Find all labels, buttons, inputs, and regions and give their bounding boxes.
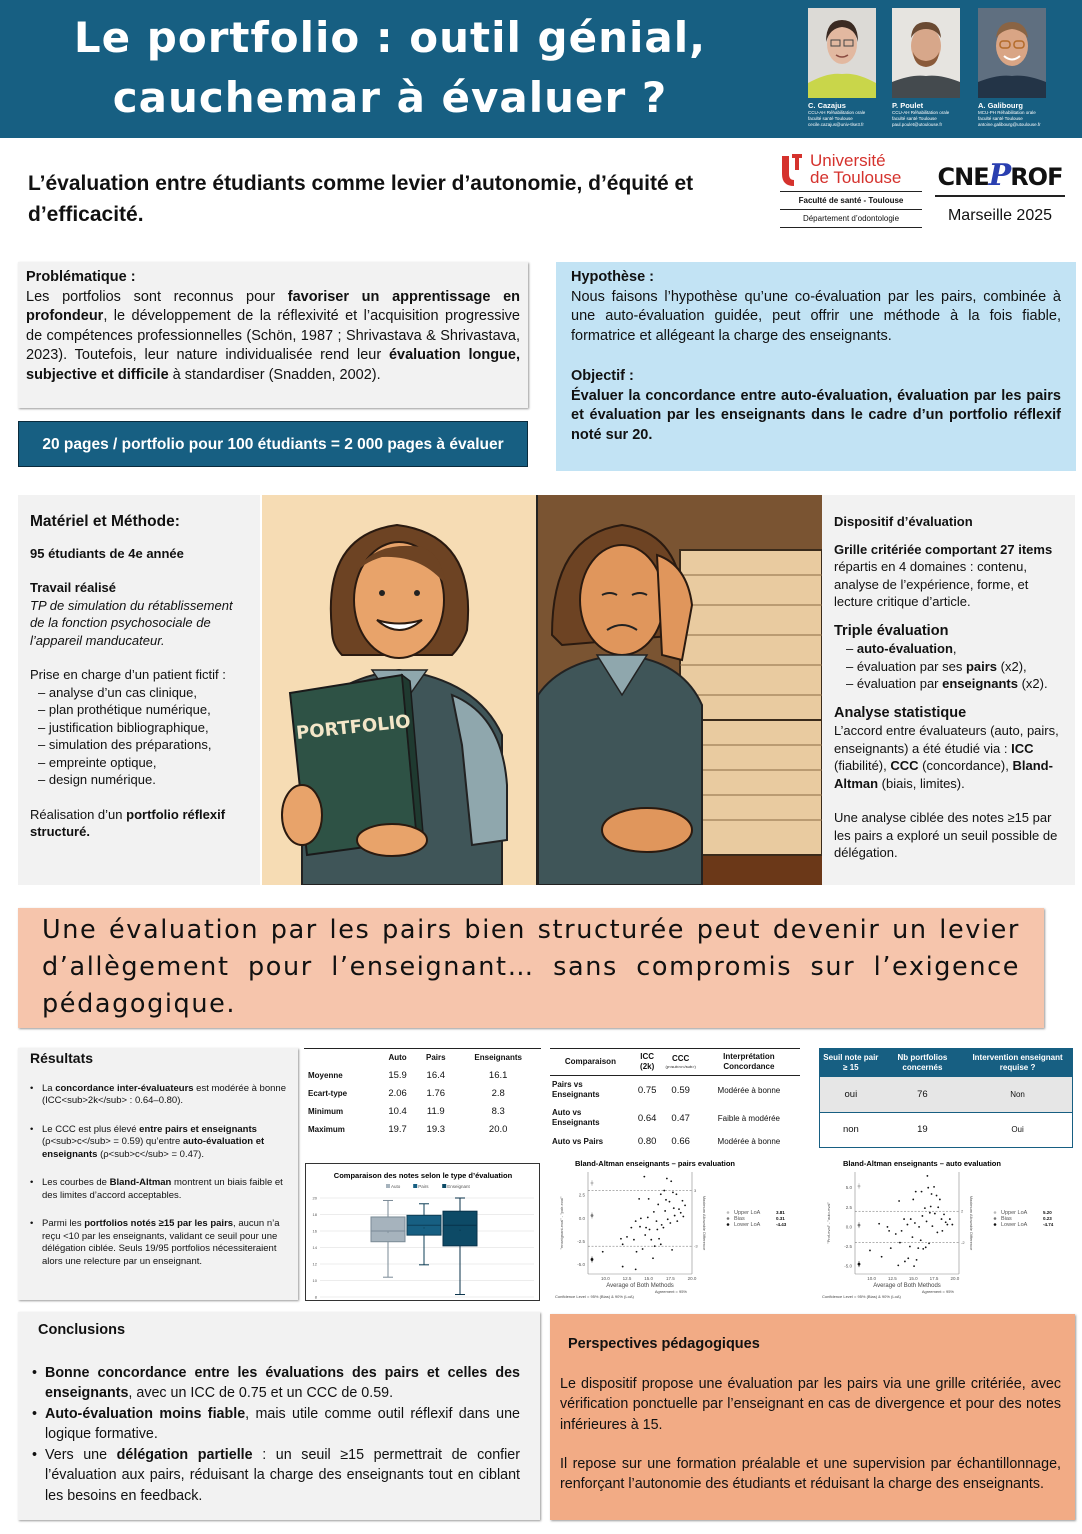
y-tick-label: 8 bbox=[314, 1294, 317, 1300]
department-label: Département d’odontologie bbox=[780, 209, 922, 228]
author-role: CCU-AH Réhabilitation orale bbox=[892, 110, 950, 115]
table-row: Auto vs Pairs 0.80 0.66 Modérée à bonne bbox=[552, 1136, 781, 1147]
data-point bbox=[878, 1223, 880, 1225]
data-point bbox=[881, 1256, 883, 1258]
data-point bbox=[921, 1191, 923, 1193]
y-tick-label: -5.0 bbox=[844, 1263, 852, 1269]
data-point bbox=[903, 1218, 905, 1220]
table-header: Nb portfolios concernés bbox=[882, 1049, 963, 1078]
data-point bbox=[620, 1238, 622, 1240]
author-photo bbox=[978, 8, 1046, 98]
conference-logo bbox=[935, 158, 1065, 225]
data-point bbox=[895, 1233, 897, 1235]
data-point bbox=[669, 1201, 671, 1203]
step-item: – plan prothétique numérique, bbox=[38, 702, 211, 717]
data-point bbox=[941, 1218, 943, 1220]
data-point bbox=[909, 1246, 911, 1248]
threshold-table bbox=[819, 1048, 1073, 1148]
data-point bbox=[642, 1248, 644, 1250]
data-point bbox=[664, 1210, 666, 1212]
illustration-happy-vs-stressed bbox=[262, 495, 822, 885]
university-u-icon bbox=[780, 152, 804, 186]
author-card bbox=[892, 8, 960, 128]
bland-altman-pairs-chart bbox=[550, 1156, 810, 1304]
triple-item: – évaluation par enseignants (x2). bbox=[846, 676, 1048, 691]
stats-text: L’accord entre évaluateurs (auto, pairs, enseignants) a été étudié via : ICC (fiabilité), CCC (concordance), Bland-Altman (biais, limites). bbox=[834, 723, 1059, 791]
data-point bbox=[920, 1239, 922, 1241]
conclusion-item: • Vers une délégation partielle : un seuil ≥15 permettrait de confier l’évaluation aux pairs, réduisant la charge des enseignants tout en ciblant les besoins en feedback. bbox=[28, 1445, 520, 1507]
data-point bbox=[898, 1200, 900, 1202]
problem-heading: Problématique : bbox=[26, 269, 136, 285]
table-header bbox=[304, 1049, 379, 1067]
y-tick-label: 0.0 bbox=[578, 1215, 585, 1221]
table-row: Pairs vs Enseignants 0.75 0.59 Modérée à bonne bbox=[552, 1080, 781, 1099]
data-point bbox=[926, 1221, 928, 1223]
box-mean-marker: × bbox=[386, 1229, 390, 1235]
data-point bbox=[918, 1226, 920, 1228]
faculty-label: Faculté de santé - Toulouse bbox=[780, 191, 922, 209]
author-role: CCU-AH Réhabilitation orale bbox=[808, 110, 866, 115]
triple-item: – évaluation par ses pairs (x2), bbox=[846, 658, 1027, 674]
y-tick-label: 5.0 bbox=[845, 1185, 852, 1191]
y-tick-label: 2.5 bbox=[845, 1204, 852, 1210]
data-point bbox=[672, 1192, 674, 1194]
data-point bbox=[661, 1224, 663, 1226]
boxplot-chart bbox=[305, 1163, 540, 1301]
legend-value: 5.20 bbox=[1043, 1210, 1052, 1215]
loa-marker bbox=[591, 1182, 594, 1185]
loa-marker bbox=[591, 1258, 594, 1261]
data-point bbox=[630, 1227, 632, 1229]
legend-marker bbox=[994, 1217, 997, 1220]
data-point bbox=[922, 1248, 924, 1250]
data-point bbox=[633, 1239, 635, 1241]
data-point bbox=[910, 1218, 912, 1220]
data-point bbox=[653, 1211, 655, 1213]
pages-callout: 20 pages / portfolio pour 100 étudiants = 2 000 pages à évaluer bbox=[18, 421, 528, 467]
data-point bbox=[890, 1247, 892, 1249]
university-logo bbox=[780, 152, 922, 228]
data-point bbox=[928, 1243, 930, 1245]
legend-marker bbox=[727, 1211, 730, 1214]
author-affiliation: faculté santé Toulouse bbox=[808, 116, 853, 121]
data-point bbox=[931, 1225, 933, 1227]
data-point bbox=[925, 1246, 927, 1248]
agreement-note: Agreement = 95% bbox=[654, 1289, 687, 1294]
author-affiliation: faculté santé Toulouse bbox=[892, 116, 937, 121]
data-point bbox=[917, 1247, 919, 1249]
legend-value: -4.43 bbox=[776, 1222, 787, 1227]
author-card bbox=[808, 8, 876, 128]
x-tick-label: 10.0 bbox=[867, 1276, 877, 1281]
data-point bbox=[937, 1206, 939, 1208]
happy-teacher-illustration bbox=[262, 495, 536, 885]
table-row: Maximum 19.7 19.3 20.0 bbox=[308, 1123, 508, 1135]
allowable-diff-label: -2 bbox=[961, 1240, 965, 1246]
data-point bbox=[941, 1230, 943, 1232]
problem-panel bbox=[18, 262, 528, 408]
confidence-note: Confidence Level = 95% (Bias) & 90% (LoA) bbox=[555, 1294, 634, 1299]
data-point bbox=[649, 1229, 651, 1231]
title-line-1: Le portfolio : outil génial, bbox=[73, 13, 707, 62]
data-point bbox=[657, 1204, 659, 1206]
data-point bbox=[669, 1222, 671, 1224]
data-point bbox=[907, 1224, 909, 1226]
y-tick-label: 18 bbox=[312, 1212, 317, 1217]
table-header: Enseignants bbox=[455, 1049, 541, 1067]
confidence-note: Confidence Level = 95% (Bias) & 90% (LoA) bbox=[822, 1294, 901, 1299]
data-point bbox=[656, 1220, 658, 1222]
data-point bbox=[652, 1257, 654, 1259]
data-point bbox=[665, 1199, 667, 1201]
x-axis-label: Average of Both Methods bbox=[606, 1283, 674, 1289]
target-text: Une analyse ciblée des notes ≥15 par les pairs a exploré un seuil possible de délégation. bbox=[834, 810, 1058, 860]
table-header: Pairs bbox=[416, 1049, 455, 1067]
author-name: C. Cazajus bbox=[808, 101, 846, 110]
logo-cne: CNE bbox=[937, 163, 989, 191]
table-row: oui 76 Non bbox=[820, 1077, 1073, 1112]
evaluation-device-panel bbox=[822, 495, 1075, 885]
data-point bbox=[930, 1206, 932, 1208]
y-axis-label: "Prof-eval" - "auto-eval" bbox=[826, 1202, 831, 1244]
data-point bbox=[660, 1243, 662, 1245]
legend-swatch bbox=[442, 1184, 446, 1188]
data-point bbox=[671, 1249, 673, 1251]
data-point bbox=[682, 1216, 684, 1218]
table-header: ICC (2k) bbox=[631, 1049, 664, 1076]
legend-value: 3.81 bbox=[776, 1210, 785, 1215]
title-line-2: cauchemar à évaluer ? bbox=[112, 73, 668, 122]
data-point bbox=[936, 1232, 938, 1234]
work-text: TP de simulation du rétablissement de la fonction psychosociale de l’appareil manducateur. bbox=[30, 597, 233, 648]
legend-marker bbox=[994, 1223, 997, 1226]
result-item: • Les courbes de Bland-Altman montrent un biais faible et des limites d’accord acceptables. bbox=[28, 1177, 288, 1202]
work-heading: Travail réalisé bbox=[30, 580, 117, 595]
legend-label: Lower LoA bbox=[1001, 1222, 1028, 1228]
chart-title: Bland-Altman enseignants – pairs evaluation bbox=[574, 1159, 736, 1168]
hypothesis-text: Nous faisons l’hypothèse qu’une co-évaluation par les pairs, combinée à une auto-évaluation guidée, peut offrir une méthode à la fois fiable, formatrice et allégeant la charge des enseignants. bbox=[571, 288, 1061, 345]
box-mean-marker: × bbox=[422, 1225, 426, 1231]
table-row: Auto vs Enseignants 0.64 0.47 Faible à modérée bbox=[552, 1108, 781, 1127]
loa-marker bbox=[858, 1185, 861, 1188]
table-header: Auto bbox=[379, 1049, 416, 1067]
poster-subtitle: L’évaluation entre étudiants comme levier d’autonomie, d’équité et d’efficacité. bbox=[28, 172, 694, 226]
perspectives-heading: Perspectives pédagogiques bbox=[568, 1336, 760, 1352]
objective-text: Évaluer la concordance entre auto-évaluation, évaluation par les pairs et évaluation par les enseignants dans le cadre d’un portfolio réflexif noté sur 20. bbox=[571, 387, 1061, 443]
data-point bbox=[949, 1218, 951, 1220]
bland-altman-auto-chart bbox=[817, 1156, 1077, 1304]
result-item: • Le CCC est plus élevé entre pairs et enseignants (ρ<sub>c</sub> = 0.59) qu’entre auto-évaluation et enseignants (ρ<sub>c</sub> = 0.47). bbox=[28, 1124, 288, 1162]
x-tick-label: 20.0 bbox=[687, 1276, 697, 1281]
data-point bbox=[943, 1213, 945, 1215]
data-point bbox=[939, 1199, 941, 1201]
stats-heading: Analyse statistique bbox=[834, 704, 967, 721]
device-heading: Dispositif d’évaluation bbox=[834, 514, 973, 529]
data-point bbox=[622, 1243, 624, 1245]
data-point bbox=[635, 1268, 637, 1270]
grid-text: Grille critériée comportant 27 items répartis en 4 domaines : contenu, analyse de l’expérience, forme, et lecture critique d’article. bbox=[834, 541, 1053, 609]
y-tick-label: 14 bbox=[312, 1245, 317, 1250]
data-point bbox=[640, 1217, 642, 1219]
loa-marker bbox=[591, 1214, 594, 1217]
author-email[interactable]: cecile.cazajus@univ-tlse3.fr bbox=[808, 122, 864, 127]
result-item: • Parmi les portfolios notés ≥15 par les pairs, aucun n’a reçu <10 par les enseignants, validant ce seuil pour une délégation ciblée. Seuls 19/95 portfolios nécessiteraient alors une relecture par un enseignant. bbox=[28, 1218, 288, 1268]
allowable-diff-label: -3 bbox=[694, 1243, 698, 1249]
allowable-diff-label: 3 bbox=[694, 1188, 697, 1194]
objective-heading: Objectif : bbox=[571, 367, 634, 384]
data-point bbox=[951, 1224, 953, 1226]
legend-label: Auto bbox=[391, 1184, 401, 1189]
data-point bbox=[934, 1213, 936, 1215]
data-point bbox=[658, 1238, 660, 1240]
x-tick-label: 17.5 bbox=[665, 1276, 675, 1281]
data-point bbox=[676, 1220, 678, 1222]
data-point bbox=[913, 1265, 915, 1267]
x-tick-label: 12.5 bbox=[888, 1276, 897, 1281]
legend-marker bbox=[727, 1223, 730, 1226]
data-point bbox=[639, 1226, 641, 1228]
author-photo bbox=[808, 8, 876, 98]
conference-city: Marseille 2025 bbox=[947, 207, 1053, 224]
author-card bbox=[978, 8, 1046, 128]
results-panel bbox=[18, 1048, 298, 1300]
y-axis-label: "enseignant-eval" - "pair-eval" bbox=[559, 1196, 564, 1250]
legend-label: Lower LoA bbox=[734, 1222, 761, 1228]
data-point bbox=[888, 1230, 890, 1232]
data-point bbox=[912, 1236, 914, 1238]
hypothesis-panel bbox=[556, 262, 1076, 471]
data-point bbox=[897, 1264, 899, 1266]
data-point bbox=[912, 1199, 914, 1201]
data-point bbox=[667, 1218, 669, 1220]
legend-swatch bbox=[386, 1184, 390, 1188]
method-heading: Matériel et Méthode: bbox=[30, 513, 180, 530]
y-tick-label: 16 bbox=[312, 1228, 317, 1234]
data-point bbox=[654, 1245, 656, 1247]
author-role: MCU-PH Réhabilitation orale bbox=[978, 110, 1036, 115]
table-header: Comparaison bbox=[550, 1049, 631, 1076]
data-point bbox=[931, 1193, 933, 1195]
box-mean-marker: × bbox=[458, 1227, 462, 1233]
author-name: A. Galibourg bbox=[978, 101, 1023, 110]
legend-label: Pairs bbox=[418, 1184, 429, 1189]
data-point bbox=[926, 1175, 928, 1177]
author-name: P. Poulet bbox=[892, 101, 924, 110]
data-point bbox=[945, 1221, 947, 1223]
university-name-2: de Toulouse bbox=[810, 168, 902, 187]
university-name-1: Université bbox=[810, 151, 886, 170]
right-axis-label: Maximum Allowable Difference bbox=[969, 1195, 974, 1251]
data-point bbox=[644, 1234, 646, 1236]
table-header: Interprétation Concordance bbox=[698, 1049, 800, 1076]
author-photo bbox=[892, 8, 960, 98]
data-point bbox=[626, 1236, 628, 1238]
legend-label: Bias bbox=[1001, 1216, 1012, 1222]
step-item: – empreinte optique, bbox=[38, 754, 157, 770]
key-message: Une évaluation par les pairs bien structurée peut devenir un levier d’allègement pour l’enseignant… sans compromis sur l’exigence pédagogique. bbox=[18, 908, 1044, 1028]
perspectives-panel bbox=[550, 1314, 1075, 1520]
table-row: Minimum 10.4 11.9 8.3 bbox=[308, 1105, 505, 1117]
data-point bbox=[916, 1259, 918, 1261]
results-heading: Résultats bbox=[30, 1050, 94, 1066]
legend-marker bbox=[994, 1211, 997, 1214]
step-item: – design numérique. bbox=[38, 772, 156, 787]
data-point bbox=[656, 1229, 658, 1231]
data-point bbox=[929, 1212, 931, 1214]
x-tick-label: 10.0 bbox=[600, 1276, 610, 1281]
chart-title: Comparaison des notes selon le type d’évaluation bbox=[333, 1171, 513, 1180]
y-tick-label: -2.5 bbox=[577, 1239, 585, 1245]
data-point bbox=[682, 1200, 684, 1202]
data-point bbox=[680, 1212, 682, 1214]
perspectives-paragraph: Le dispositif propose une évaluation par les pairs via une grille critériée, avec vérification ponctuelle par l’enseignant en cas de divergence et pour des notes inférieures à 15. bbox=[560, 1376, 1061, 1433]
data-point bbox=[602, 1251, 604, 1253]
legend-label: Upper LoA bbox=[1001, 1210, 1028, 1216]
agreement-note: Agreement = 95% bbox=[921, 1289, 954, 1294]
data-point bbox=[636, 1251, 638, 1253]
problem-text: Les portfolios sont reconnus pour favoriser un apprentissage en profondeur, le développement de la réflexivité et l’acquisition progressive de compétences professionnelles (Schön, 1987 ; Shrivastava & Shrivastava, 2023). Toutefois, leur nature individualisée rend leur évaluation longue, subjective et difficile à standardiser (Snadden, 2002). bbox=[26, 288, 521, 383]
data-point bbox=[936, 1195, 938, 1197]
logo-p: P bbox=[988, 158, 1011, 193]
y-tick-label: 20 bbox=[312, 1195, 317, 1201]
loa-marker bbox=[858, 1263, 861, 1266]
agreement-table bbox=[550, 1048, 800, 1151]
data-point bbox=[927, 1187, 929, 1189]
right-axis-label: Maximum Allowable Difference bbox=[702, 1195, 707, 1251]
legend-label: Upper LoA bbox=[734, 1210, 761, 1216]
data-point bbox=[676, 1193, 678, 1195]
data-point bbox=[670, 1180, 672, 1182]
data-point bbox=[924, 1207, 926, 1209]
y-tick-label: 0.0 bbox=[845, 1224, 852, 1230]
perspectives-paragraph: Il repose sur une formation préalable et une supervision par échantillonnage, renforçant l’autonomie des étudiants et réduisant la charge des enseignants. bbox=[560, 1455, 1061, 1493]
data-point bbox=[666, 1178, 668, 1180]
data-point bbox=[650, 1239, 652, 1241]
data-point bbox=[663, 1190, 665, 1192]
data-point bbox=[907, 1257, 909, 1259]
data-point bbox=[915, 1191, 917, 1193]
descriptive-stats-table bbox=[304, 1048, 541, 1138]
loa-marker bbox=[858, 1224, 861, 1227]
conclusion-item: • Auto-évaluation moins fiable, mais utile comme outil réflexif dans une logique formative. bbox=[28, 1404, 520, 1445]
data-point bbox=[946, 1224, 948, 1226]
table-row: Ecart-type 2.06 1.76 2.8 bbox=[308, 1087, 505, 1099]
y-tick-label: 10 bbox=[312, 1278, 317, 1283]
data-point bbox=[673, 1207, 675, 1209]
y-tick-label: -5.0 bbox=[577, 1262, 585, 1268]
table-row: Moyenne 15.9 16.4 16.1 bbox=[308, 1069, 508, 1081]
legend-swatch bbox=[413, 1184, 417, 1188]
data-point bbox=[645, 1227, 647, 1229]
legend-value: 0.23 bbox=[1043, 1216, 1052, 1221]
legend-value: 0.31 bbox=[776, 1216, 785, 1221]
x-tick-label: 20.0 bbox=[950, 1276, 960, 1281]
patient-intro: Prise en charge d’un patient fictif : bbox=[30, 667, 226, 682]
x-tick-label: 15.0 bbox=[644, 1276, 654, 1281]
result-item: • La concordance inter-évaluateurs est modérée à bonne (ICC<sub>2k</sub> : 0.64–0.80). bbox=[28, 1083, 288, 1108]
data-point bbox=[643, 1176, 645, 1178]
method-panel bbox=[18, 495, 260, 885]
data-point bbox=[660, 1193, 662, 1195]
triple-item: – auto-évaluation, bbox=[846, 641, 957, 656]
data-point bbox=[914, 1222, 916, 1224]
conclusions-heading: Conclusions bbox=[38, 1322, 126, 1338]
data-point bbox=[678, 1208, 680, 1210]
chart-title: Bland-Altman enseignants – auto evaluation bbox=[843, 1159, 1001, 1168]
data-point bbox=[887, 1226, 889, 1228]
data-point bbox=[663, 1227, 665, 1229]
author-email[interactable]: paul.poulet@utoulouse.fr bbox=[892, 122, 943, 127]
method-students: 95 étudiants de 4e année bbox=[30, 545, 184, 561]
author-email[interactable]: antoine.galibourg@utoulouse.fr bbox=[978, 122, 1041, 127]
data-point bbox=[901, 1230, 903, 1232]
stressed-teacher-illustration bbox=[538, 495, 822, 885]
legend-label: Bias bbox=[734, 1216, 745, 1222]
author-affiliation: faculté santé Toulouse bbox=[978, 116, 1023, 121]
data-point bbox=[899, 1242, 901, 1244]
table-header: CCC (p<sub>c</sub>) bbox=[664, 1049, 698, 1076]
data-point bbox=[933, 1186, 935, 1188]
portfolio-book-label: PORTFOLIO bbox=[295, 711, 412, 744]
allowable-diff-label: 2 bbox=[961, 1208, 964, 1214]
conclusion-item: • Bonne concordance entre les évaluations des pairs et celles des enseignants, avec un ICC de 0.75 et un CCC de 0.59. bbox=[28, 1363, 520, 1404]
data-point bbox=[638, 1198, 640, 1200]
logo-rof: ROF bbox=[1010, 163, 1063, 191]
legend-marker bbox=[727, 1217, 730, 1220]
triple-heading: Triple évaluation bbox=[834, 622, 949, 639]
table-header: Intervention enseignant requise ? bbox=[963, 1049, 1072, 1078]
poster-title bbox=[20, 8, 760, 128]
step-item: – simulation des préparations, bbox=[38, 737, 212, 752]
data-point bbox=[635, 1220, 637, 1222]
legend-value: -4.74 bbox=[1043, 1222, 1054, 1227]
y-tick-label: 12 bbox=[312, 1261, 317, 1267]
x-tick-label: 15.0 bbox=[908, 1276, 918, 1281]
data-point bbox=[921, 1215, 923, 1217]
y-tick-label: -2.5 bbox=[844, 1244, 852, 1250]
table-row: non 19 Oui bbox=[820, 1112, 1073, 1147]
data-point bbox=[648, 1198, 650, 1200]
x-axis-label: Average of Both Methods bbox=[873, 1283, 941, 1289]
y-tick-label: 2.5 bbox=[578, 1192, 585, 1198]
data-point bbox=[684, 1204, 686, 1206]
table-header: Seuil note pair ≥ 15 bbox=[820, 1049, 882, 1078]
step-item: – justification bibliographique, bbox=[38, 719, 209, 735]
data-point bbox=[904, 1261, 906, 1263]
hypothesis-heading: Hypothèse : bbox=[571, 269, 654, 285]
step-item: – analyse d’un cas clinique, bbox=[38, 684, 197, 700]
data-point bbox=[869, 1250, 871, 1252]
data-point bbox=[674, 1215, 676, 1217]
data-point bbox=[622, 1266, 624, 1268]
portfolio-line: Réalisation d’un portfolio réflexif structuré. bbox=[30, 806, 226, 839]
data-point bbox=[647, 1217, 649, 1219]
conclusions-panel bbox=[18, 1312, 540, 1520]
x-tick-label: 17.5 bbox=[929, 1276, 939, 1281]
legend-label: Enseignant bbox=[447, 1184, 470, 1189]
x-tick-label: 12.5 bbox=[622, 1276, 632, 1281]
